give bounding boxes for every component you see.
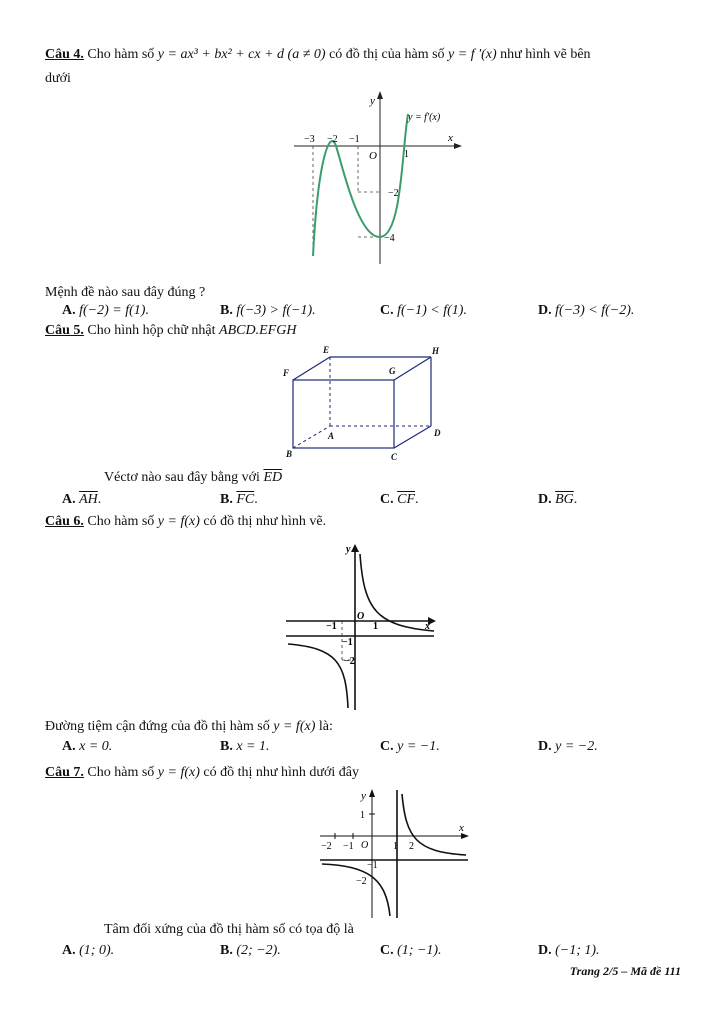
q5-solid: ABCD.EFGH: [219, 323, 297, 338]
q6-ytick-m1: −1: [342, 637, 353, 648]
q4-option-b[interactable]: B. f(−3) > f(−1).: [220, 303, 316, 318]
q5-statement: [45, 322, 681, 340]
q6-graph: [284, 540, 440, 712]
q5-label: Câu 5.: [45, 323, 84, 338]
q6-options: [62, 738, 682, 756]
q6-option-a[interactable]: A. x = 0.: [62, 739, 113, 754]
q7-option-d[interactable]: D. (−1; 1).: [538, 943, 600, 958]
q4-function: y = ax³ + bx² + cx + d (a ≠ 0): [157, 47, 326, 62]
q7-label: Câu 7.: [45, 765, 84, 780]
q7-xtick-m2: −2: [321, 841, 332, 852]
q6-option-d[interactable]: D. y = −2.: [538, 739, 598, 754]
q6-y-label: y: [346, 544, 351, 555]
q7-prompt: Tâm đối xứng của đồ thị hàm số có tọa độ là: [104, 922, 354, 937]
q6-text-b: có đồ thị như hình vẽ.: [203, 514, 327, 529]
q7-y-label: y: [361, 790, 366, 802]
q4-xtick-m2: −2: [327, 134, 338, 145]
q6-origin-label: O: [357, 611, 365, 622]
q7-option-b[interactable]: B. (2; −2).: [220, 943, 281, 958]
q5-option-b[interactable]: B. $\overline{FC}$.: [220, 492, 258, 507]
q7-y-arrow: [369, 789, 375, 797]
q6-option-b[interactable]: B. x = 1.: [220, 739, 270, 754]
q5-vertex-h: H: [432, 346, 440, 356]
q4-y-arrow: [377, 91, 383, 99]
q7-branch-left: [322, 864, 390, 916]
q4-option-c[interactable]: C. f(−1) < f(1).: [380, 303, 467, 318]
q6-branch-right: [360, 554, 434, 631]
q4-text-d: dưới: [45, 71, 71, 86]
page-footer: Trang 2/5 – Mã đề 111: [569, 964, 681, 978]
q7-function: y = f(x): [157, 765, 200, 780]
q6-label: Câu 6.: [45, 514, 84, 529]
q4-y-label: y: [370, 95, 375, 107]
q4-xtick-1: 1: [404, 149, 409, 160]
q5-vertex-b: B: [286, 449, 293, 459]
q7-graph: [318, 786, 470, 920]
q7-xtick-m1: −1: [343, 841, 354, 852]
q7-origin-label: O: [361, 840, 369, 851]
q5-prompt: Véctơ nào sau đây bằng với $\overline{ED}$: [104, 470, 283, 485]
q4-text-c: như hình vẽ bên: [500, 47, 591, 62]
q5-edge-ba: [293, 426, 330, 448]
q5-edge-fe: [293, 357, 330, 380]
q5-edge-gh: [394, 357, 431, 380]
q6-ytick-m2: −2: [344, 656, 355, 667]
q7-ytick-m1: −1: [367, 860, 378, 871]
q4-xtick-m1: −1: [349, 134, 360, 145]
q4-label: Câu 4.: [45, 47, 84, 62]
q4-ytick-m2: −2: [388, 188, 399, 199]
q6-xtick-1: 1: [373, 621, 378, 632]
q5-option-a[interactable]: A. $\overline{AH}$.: [62, 492, 102, 507]
q7-x-label: x: [459, 822, 464, 834]
q5-vertex-c: C: [391, 452, 398, 462]
q4-ytick-m4: −4: [384, 233, 395, 244]
q6-statement: [45, 513, 681, 531]
q4-options: [62, 302, 682, 320]
q7-text-a: Cho hàm số: [87, 765, 155, 780]
q7-xtick-2: 2: [409, 841, 414, 852]
q4-option-d[interactable]: D. f(−3) < f(−2).: [538, 303, 635, 318]
q4-x-arrow: [454, 143, 462, 149]
q5-vertex-e: E: [323, 345, 330, 355]
q7-option-a[interactable]: A. (1; 0).: [62, 943, 115, 958]
q5-front-face: [293, 380, 394, 448]
q7-option-c[interactable]: C. (1; −1).: [380, 943, 442, 958]
q4-origin-label: O: [369, 150, 377, 162]
q6-x-label: x: [425, 621, 430, 632]
q7-xtick-1: 1: [393, 841, 398, 852]
q5-option-c[interactable]: C. $\overline{CF}$.: [380, 492, 419, 507]
q7-ytick-1: 1: [360, 810, 365, 821]
q5-vertex-g: G: [389, 366, 396, 376]
q7-statement: [45, 764, 681, 782]
q5-vertex-f: F: [283, 368, 290, 378]
q6-function: y = f(x): [157, 514, 200, 529]
q5-vertex-a: A: [328, 431, 335, 441]
q6-prompt: Đường tiệm cận đứng của đồ thị hàm số y = f(x) là:: [45, 719, 333, 734]
q5-option-d[interactable]: D. $\overline{BG}$.: [538, 492, 578, 507]
q4-text-a: Cho hàm số: [87, 47, 155, 62]
q7-options: [62, 942, 682, 960]
q4-text-b: có đồ thị của hàm số: [329, 47, 445, 62]
q4-curve-label: y = f'(x): [408, 112, 441, 123]
q4-statement: [45, 46, 681, 64]
q5-text: Cho hình hộp chữ nhật: [87, 323, 216, 338]
q6-option-c[interactable]: C. y = −1.: [380, 739, 440, 754]
q5-box-figure: [280, 344, 450, 464]
q4-xtick-m3: −3: [304, 134, 315, 145]
q4-derivative: y = f '(x): [448, 47, 497, 62]
q5-vertex-d: D: [434, 428, 441, 438]
q4-graph: [290, 88, 465, 266]
q4-option-a[interactable]: A. f(−2) = f(1).: [62, 303, 149, 318]
q4-prompt: Mệnh đề nào sau đây đúng ?: [45, 285, 206, 300]
q5-edge-cd: [394, 426, 431, 448]
q5-prompt-vector: $\overline{ED}$: [263, 470, 283, 485]
q4-x-label: x: [448, 132, 453, 144]
q7-text-b: có đồ thị như hình dưới đây: [203, 765, 359, 780]
q7-ytick-m2: −2: [356, 876, 367, 887]
q6-text-a: Cho hàm số: [87, 514, 155, 529]
q6-branch-left: [288, 644, 348, 708]
q6-xtick-m1: −1: [326, 621, 337, 632]
q6-y-arrow: [351, 544, 359, 552]
q5-options: [62, 491, 682, 509]
